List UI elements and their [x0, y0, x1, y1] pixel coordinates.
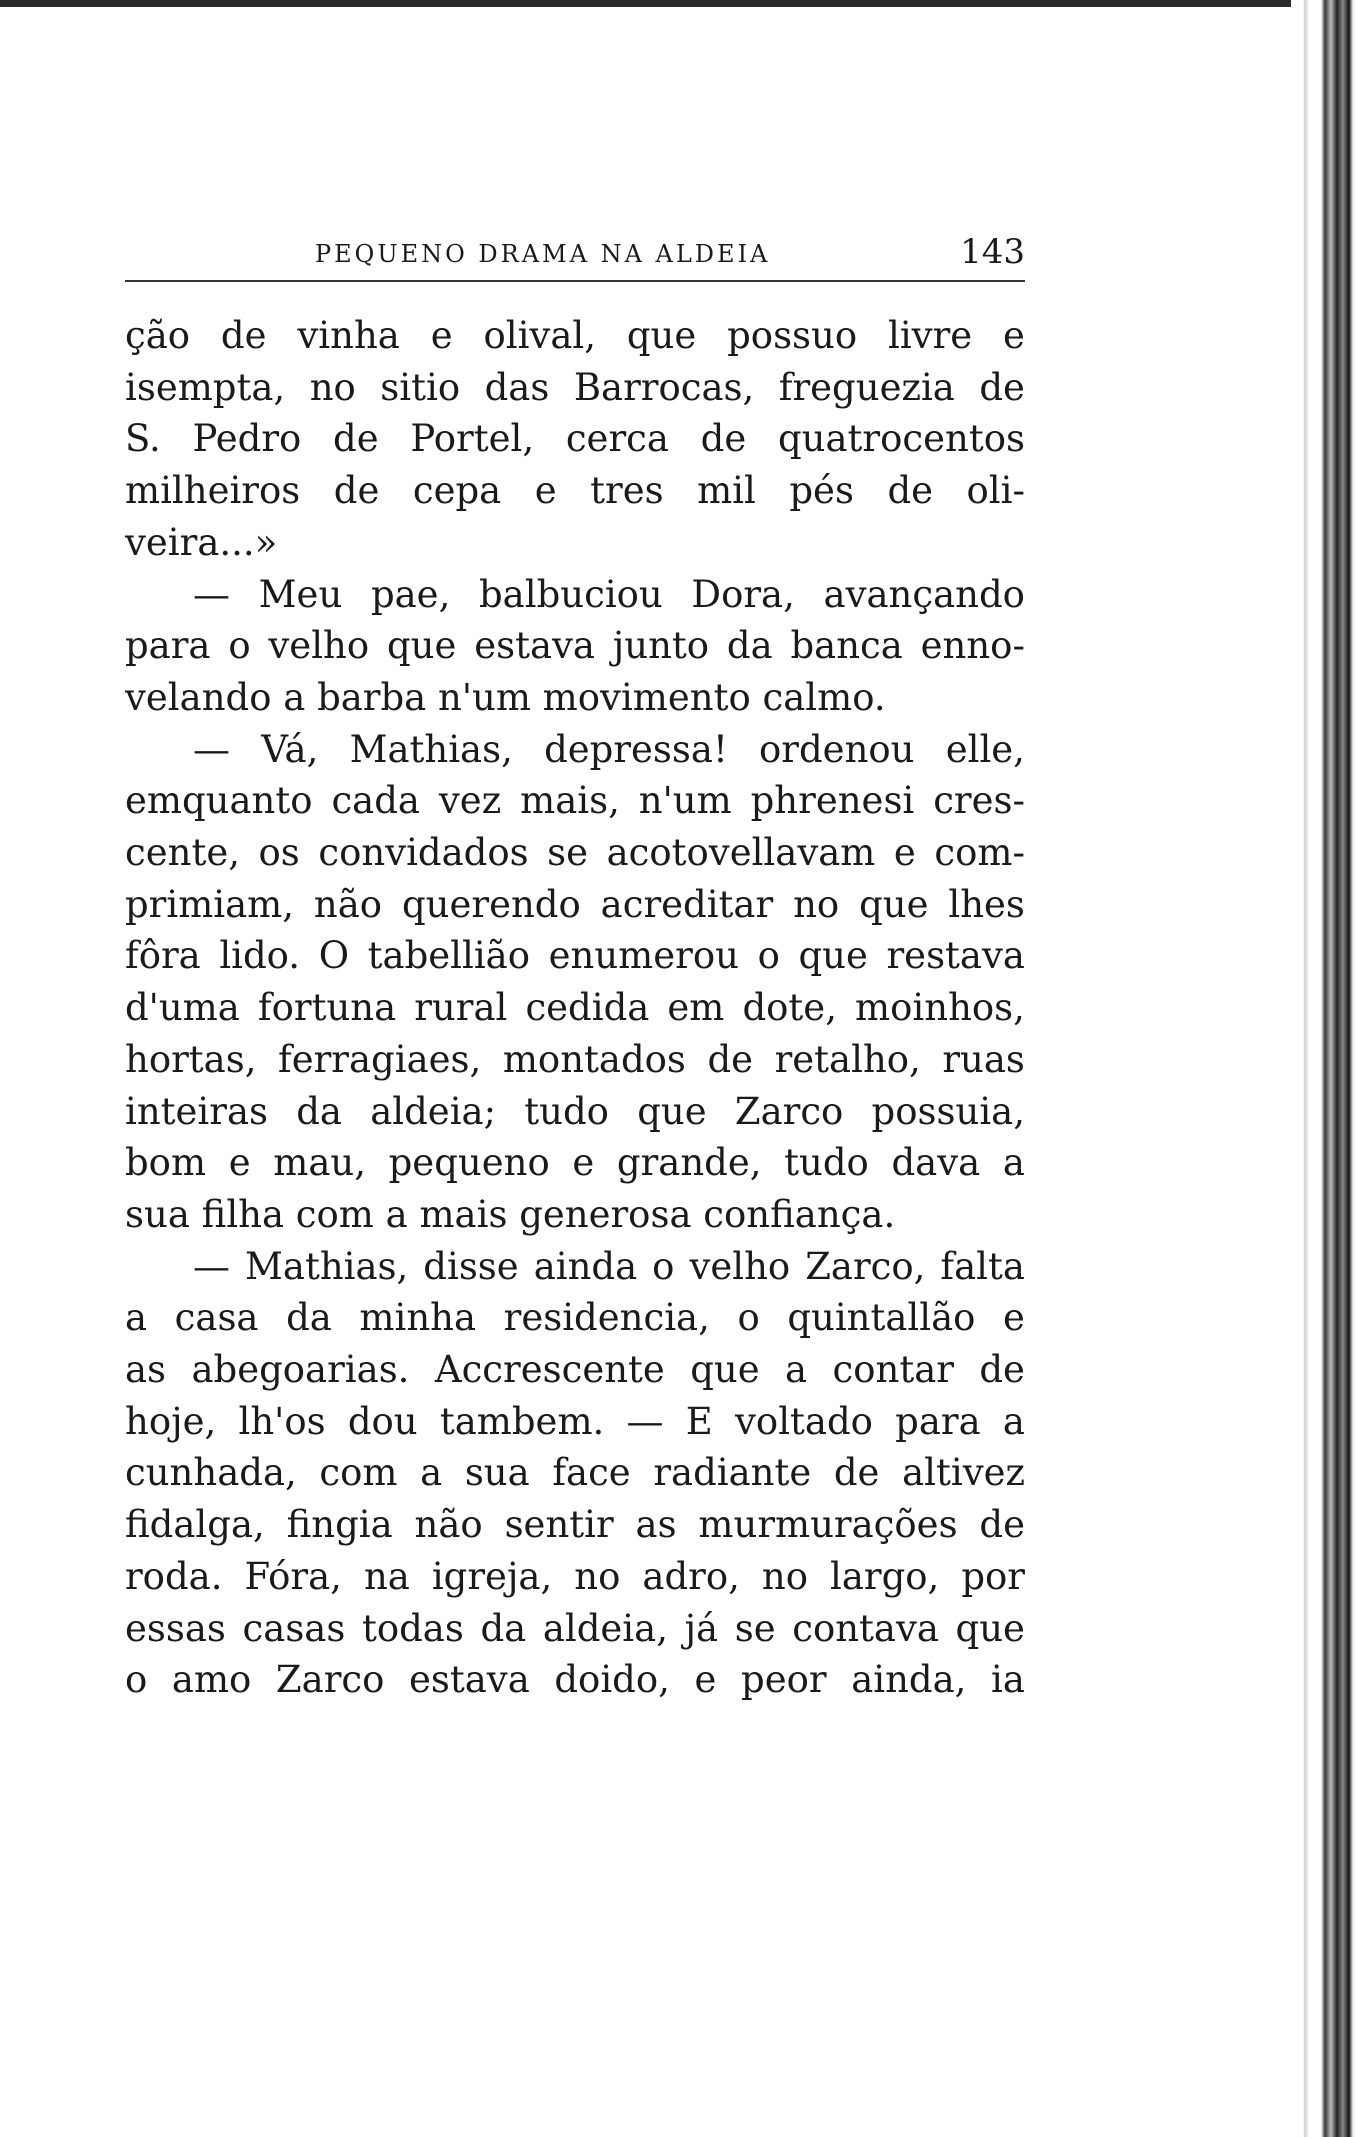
- text-line: — Meu pae, balbuciou Dora, avançando: [193, 572, 1025, 616]
- text-line: as abegoarias. Accrescente que a contar de: [125, 1348, 1025, 1392]
- top-scan-border: [0, 0, 1300, 7]
- text-line: fidalga, fingia não sentir as murmurações de: [125, 1503, 1025, 1547]
- body-text: [125, 310, 1025, 1706]
- text-line: veira...»: [125, 520, 278, 564]
- book-spine-edge: [1291, 0, 1355, 2137]
- text-line: milheiros de cepa e tres mil pés de oli-: [125, 469, 1025, 513]
- text-line: — Vá, Mathias, depressa! ordenou elle,: [193, 727, 1025, 771]
- text-line: velando a barba n'um movimento calmo.: [125, 675, 886, 719]
- text-line: cunhada, com a sua face radiante de altivez: [125, 1451, 1025, 1495]
- text-line: essas casas todas da aldeia, já se contava que: [125, 1606, 1025, 1650]
- text-line: d'uma fortuna rural cedida em dote, moinhos,: [125, 986, 1025, 1030]
- text-line: emquanto cada vez mais, n'um phrenesi cres-: [125, 779, 1025, 823]
- text-line: a casa da minha residencia, o quintallão e: [125, 1296, 1025, 1340]
- text-line: hortas, ferragiaes, montados de retalho, ruas: [125, 1037, 1025, 1081]
- text-line: ção de vinha e olival, que possuo livre e: [125, 314, 1025, 357]
- text-line: o amo Zarco estava doido, e peor ainda, ia: [125, 1658, 1025, 1702]
- text-line: — Mathias, disse ainda o velho Zarco, falta: [193, 1244, 1025, 1288]
- text-line: primiam, não querendo acreditar no que lhes: [125, 882, 1025, 926]
- running-header: [125, 230, 1025, 282]
- text-line: sua filha com a mais generosa confiança.: [125, 1192, 896, 1236]
- text-line: hoje, lh'os dou tambem. — E voltado para a: [125, 1399, 1025, 1443]
- text-line: S. Pedro de Portel, cerca de quatrocentos: [125, 417, 1025, 461]
- book-page: [125, 230, 1025, 1706]
- running-title: PEQUENO DRAMA NA ALDEIA: [315, 240, 771, 268]
- text-line: isempta, no sitio das Barrocas, freguezia de: [125, 365, 1025, 409]
- text-line: inteiras da aldeia; tudo que Zarco possuia,: [125, 1089, 1025, 1133]
- text-line: roda. Fóra, na igreja, no adro, no largo, por: [125, 1554, 1025, 1598]
- text-line: cente, os convidados se acotovellavam e com-: [125, 831, 1025, 875]
- page-number: 143: [960, 232, 1025, 272]
- text-line: bom e mau, pequeno e grande, tudo dava a: [125, 1141, 1025, 1185]
- text-line: fôra lido. O tabellião enumerou o que restava: [125, 934, 1025, 978]
- text-line: para o velho que estava junto da banca enno-: [125, 624, 1025, 668]
